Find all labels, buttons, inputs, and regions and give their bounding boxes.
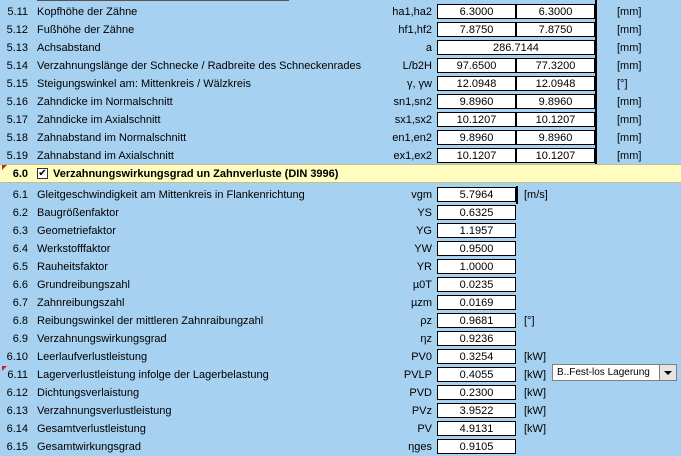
unit-label: [mm]: [617, 114, 642, 126]
value-cell-1[interactable]: 6.3000: [437, 4, 516, 19]
unit-label: [mm]: [617, 6, 642, 18]
row-label: Gesamtverlustleistung: [37, 423, 146, 435]
value-cell-2[interactable]: 77.3200: [516, 58, 595, 73]
row-symbol: PVLP: [403, 369, 432, 381]
value-cell[interactable]: 3.9522: [437, 403, 516, 418]
table-row: [0, 75, 681, 93]
table-row: [0, 312, 681, 330]
unit-label: [mm]: [617, 42, 642, 54]
row-number: 5.13: [6, 42, 28, 54]
row-symbol: PV: [417, 423, 432, 435]
value-cell[interactable]: 0.9500: [437, 241, 516, 256]
table-row: [0, 21, 681, 39]
row-number: 6.14: [6, 423, 28, 435]
section-number: 6.0: [12, 168, 28, 180]
row-symbol: YW: [414, 243, 432, 255]
row-number: 5.15: [6, 78, 28, 90]
row-symbol: ex1,ex2: [393, 150, 432, 162]
value-cell-1[interactable]: 10.1207: [437, 112, 516, 127]
row-symbol: ηges: [408, 441, 432, 453]
table-row: [0, 186, 681, 204]
row-label: Geometriefaktor: [37, 225, 116, 237]
row-label: Zahnreibungszahl: [37, 297, 125, 309]
row-number: 5.12: [6, 24, 28, 36]
row-symbol: YG: [416, 225, 432, 237]
table-row: [0, 294, 681, 312]
table-row: [0, 222, 681, 240]
top-divider: [37, 0, 289, 1]
row-symbol: ρz: [420, 315, 432, 327]
row-number: 6.4: [12, 243, 28, 255]
table-row: [0, 402, 681, 420]
row-symbol: γ, γw: [406, 78, 432, 90]
row-symbol: sn1,sn2: [393, 96, 432, 108]
unit-label: [mm]: [617, 60, 642, 72]
section-title: Verzahnungswirkungsgrad un Zahnverluste (DIN 3996): [53, 168, 339, 180]
row-number: 5.16: [6, 96, 28, 108]
row-number: 6.2: [12, 207, 28, 219]
value-cell-1[interactable]: 9.8960: [437, 130, 516, 145]
row-symbol: a: [425, 42, 432, 54]
value-cell[interactable]: 1.1957: [437, 223, 516, 238]
table-row: [0, 129, 681, 147]
row-label: Achsabstand: [37, 42, 101, 54]
row-label: Reibungswinkel der mittleren Zahnraibungzahl: [37, 315, 264, 327]
row-label: Gesamtwirkungsgrad: [37, 441, 141, 453]
row-symbol: vgm: [411, 189, 432, 201]
row-symbol: sx1,sx2: [394, 114, 432, 126]
row-symbol: ηz: [420, 333, 432, 345]
row-number: 6.6: [12, 279, 28, 291]
unit-label: [°]: [524, 315, 535, 327]
row-label: Rauheitsfaktor: [37, 261, 108, 273]
row-number: 5.14: [6, 60, 28, 72]
table-row: [0, 240, 681, 258]
row-label: Verzahnungsverlustleistung: [37, 405, 172, 417]
table-row: [0, 330, 681, 348]
row-label: Verzahnungswirkungsgrad: [37, 333, 167, 345]
row-symbol: PVz: [411, 405, 432, 417]
value-cell[interactable]: 0.0235: [437, 277, 516, 292]
value-cell-1[interactable]: 10.1207: [437, 148, 516, 163]
value-cell-2[interactable]: 6.3000: [516, 4, 595, 19]
row-label: Werkstofffaktor: [37, 243, 111, 255]
table-row: [0, 3, 681, 21]
row-symbol: L/b2H: [402, 60, 432, 72]
row-number: 6.11: [7, 369, 28, 381]
row-symbol: en1,en2: [392, 132, 432, 144]
unit-label: [kW]: [524, 351, 546, 363]
section-checkbox[interactable]: ✔: [38, 168, 47, 179]
row-number: 5.17: [6, 114, 28, 126]
bearing-type-select[interactable]: [552, 364, 677, 381]
row-number: 6.1: [12, 189, 28, 201]
table-row: [0, 420, 681, 438]
row-label: Leerlaufverlustleistung: [37, 351, 148, 363]
value-cell[interactable]: 286.7144: [437, 40, 595, 55]
value-cell-1[interactable]: 7.8750: [437, 22, 516, 37]
row-label: Gleitgeschwindigkeit am Mittenkreis in Flankenrichtung: [37, 189, 305, 201]
row-number: 5.11: [7, 6, 28, 18]
row-label: Lagerverlustleistung infolge der Lagerbelastung: [37, 369, 269, 381]
row-label: Grundreibungszahl: [37, 279, 130, 291]
value-cell-2[interactable]: 9.8960: [516, 130, 595, 145]
unit-label: [m/s]: [524, 189, 548, 201]
value-cell[interactable]: 0.4055: [437, 367, 516, 382]
unit-label: [kW]: [524, 405, 546, 417]
table-row: [0, 93, 681, 111]
row-number: 6.15: [6, 441, 28, 453]
value-cell-1[interactable]: 97.6500: [437, 58, 516, 73]
table-row: [0, 57, 681, 75]
row-label: Steigungswinkel am: Mittenkreis / Wälzkreis: [37, 78, 251, 90]
value-cell-2[interactable]: 9.8960: [516, 94, 595, 109]
row-number: 6.9: [12, 333, 28, 345]
row-label: Baugrößenfaktor: [37, 207, 119, 219]
value-cell[interactable]: 0.2300: [437, 385, 516, 400]
table-row: [0, 39, 681, 57]
value-cell-2[interactable]: 10.1207: [516, 112, 595, 127]
value-cell[interactable]: 5.7964: [437, 187, 516, 202]
row-number: 6.10: [6, 351, 28, 363]
table-row: [0, 111, 681, 129]
table-row: [0, 147, 681, 165]
row-label: Dichtungsverlaistung: [37, 387, 140, 399]
unit-label: [°]: [617, 78, 628, 90]
table-row: [0, 258, 681, 276]
bearing-type-value: B..Fest-los Lagerung: [557, 367, 650, 378]
value-cell-2[interactable]: 12.0948: [516, 76, 595, 91]
unit-label: [kW]: [524, 369, 546, 381]
row-number: 6.13: [6, 405, 28, 417]
chevron-down-icon: [664, 371, 672, 375]
value-cell-2[interactable]: 10.1207: [516, 148, 595, 163]
row-number: 5.18: [6, 132, 28, 144]
value-cell-1[interactable]: 12.0948: [437, 76, 516, 91]
row-label: Zahnabstand im Axialschnitt: [37, 150, 174, 162]
row-number: 5.19: [6, 150, 28, 162]
unit-label: [mm]: [617, 24, 642, 36]
row-symbol: YS: [417, 207, 432, 219]
row-label: Kopfhöhe der Zähne: [37, 6, 138, 18]
row-label: Zahndicke im Normalschnitt: [37, 96, 173, 108]
section-header: [0, 164, 681, 183]
row-label: Verzahnungslänge der Schnecke / Radbreite des Schneckenrades: [37, 60, 362, 72]
table-row: [0, 276, 681, 294]
row-label: Fußhöhe der Zähne: [37, 24, 135, 36]
value-cell-1[interactable]: 9.8960: [437, 94, 516, 109]
unit-label: [kW]: [524, 423, 546, 435]
value-cell[interactable]: 0.0169: [437, 295, 516, 310]
row-symbol: YR: [416, 261, 432, 273]
row-symbol: PV0: [411, 351, 432, 363]
row-label: Zahnabstand im Normalschnitt: [37, 132, 187, 144]
table-row: [0, 438, 681, 456]
unit-label: [mm]: [617, 96, 642, 108]
dropdown-button[interactable]: [659, 365, 676, 380]
row-label: Zahndicke im Axialschnitt: [37, 114, 161, 126]
table-row: [0, 384, 681, 402]
row-number: 6.5: [12, 261, 28, 273]
row-number: 6.8: [12, 315, 28, 327]
row-symbol: µ0T: [412, 279, 432, 291]
row-number: 6.7: [12, 297, 28, 309]
value-cell[interactable]: 0.9105: [437, 439, 516, 454]
row-symbol: µzm: [410, 297, 432, 309]
unit-label: [kW]: [524, 387, 546, 399]
unit-label: [mm]: [617, 132, 642, 144]
value-cell[interactable]: 0.9236: [437, 331, 516, 346]
value-cell[interactable]: 4.9131: [437, 421, 516, 436]
row-number: 6.3: [12, 225, 28, 237]
value-cell[interactable]: 0.6325: [437, 205, 516, 220]
value-cell[interactable]: 0.3254: [437, 349, 516, 364]
value-cell[interactable]: 1.0000: [437, 259, 516, 274]
row-symbol: ha1,ha2: [392, 6, 432, 18]
value-cell[interactable]: 0.9681: [437, 313, 516, 328]
unit-label: [mm]: [617, 150, 642, 162]
table-row: [0, 204, 681, 222]
row-number: 6.12: [6, 387, 28, 399]
row-symbol: PVD: [409, 387, 432, 399]
row-symbol: hf1,hf2: [398, 24, 432, 36]
value-cell-2[interactable]: 7.8750: [516, 22, 595, 37]
